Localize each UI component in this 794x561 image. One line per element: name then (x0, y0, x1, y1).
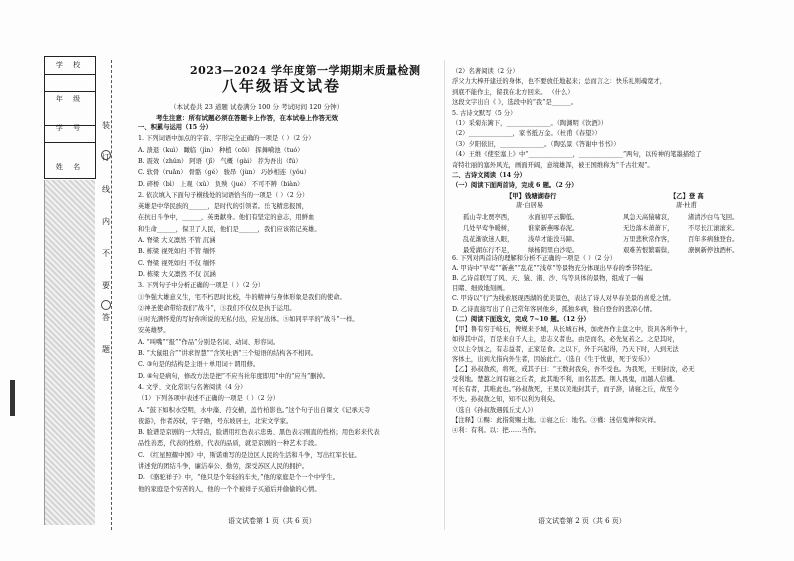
exam-title: 2023—2024 学年度第一学期期末质量检测 (190, 64, 421, 77)
text-line: （1）采菊东篱下，______________。（陶渊明《饮酒》） (452, 120, 608, 127)
scan-mark (10, 380, 15, 416)
poem-line: 风急天高猿啸哀， (623, 214, 674, 221)
text-line: 不失。孙叔敖之知，知不以利为利矣。 (452, 396, 560, 404)
poem-line: 艰难苦恨繁霜鬓， (623, 247, 674, 254)
text-line: B. 震效（zhǔn） 阿语（jǐ） 气概（gài） 荐为吾出（fú） (138, 157, 302, 165)
poem-b-title: 【乙】登 高 (670, 193, 704, 200)
text-line: A. 甲诗中“早莺”“新燕”“乱花”“浅草”等景物充分体现出早春的季节特征。 (452, 265, 657, 273)
column-divider (444, 60, 445, 530)
text-line: 到底不能作主，留我在北方回来。 （什么） (452, 88, 574, 96)
text-line: C. 《红星照耀中国》中，斯诺重写的是边区人民的生活和斗争，写出红军长征。 (138, 451, 361, 459)
text-line: B. 脸谱是京剧的一大特点，脸谱用红色表示忠勇、黑色表示刚直的性格；用色彩来代表 (138, 429, 380, 437)
text-line: A. “叫嘴”“报”“作品”分别是名词、动词、形容词。 (138, 338, 280, 346)
text-line: （4）王维《使至塞上》中“______________，______________”两句，以传神的笔墨描绘了 (452, 151, 702, 159)
text-line: 2. 依次填入下面句子横线处的词语恰当的一项是（ ）（2 分） (138, 191, 309, 199)
seal-char: 不 (102, 249, 110, 258)
text-line: D. ④句是病句，修改方法是把“不应当社年度即用”中的“应当”删掉。 (138, 372, 330, 380)
text-line: （2）______________，家书抵万金。（杜甫《春望》） (452, 130, 601, 138)
text-line: D. 《骆驼祥子》中，“他只是个年轻的车夫，”他的家庭是个一个中学生。 (138, 474, 340, 482)
text-line: （3）夕阳依旧，______________。（陶弘景《答谢中书书》） (452, 140, 620, 148)
text-line: 6. 下列对两首诗的理解和分析不正确的一项是（ ）（2 分） (452, 255, 616, 262)
grade-label: 年 级 (55, 95, 85, 103)
text-line: （2）名著阅读（2 分） (452, 68, 519, 75)
seal-char: 题 (102, 345, 110, 354)
school-label: 学 校 (55, 61, 85, 69)
text-line: 5. 古诗文默写（5 分） (452, 109, 517, 117)
poem-line: 万里悲秋常作客， (623, 236, 674, 243)
exam-meta: （本试卷共 23 道题 试卷满分 100 分 考试时间 120 分钟） (170, 103, 344, 111)
text-line: B. “大鼠组合”“讲求智慧”“含笑吐语”三个短语的结构各不相同。 (138, 350, 318, 357)
seal-char: 线 (102, 185, 110, 194)
text-line: D. 栋梁 大义凛然 不仅 沉涵 (138, 270, 216, 278)
text-line: A. 脊梁 大义凛然 不管 沉涵 (138, 237, 216, 244)
binding-seal-text (99, 120, 113, 376)
page-footer-left: 语文试卷第 1 页（共 6 页） (228, 517, 316, 525)
text-line: 讲述党的团结斗争，廉洁奉公、勤劳，深受苏区人民的拥护。 (138, 463, 309, 470)
name-cell[interactable] (45, 159, 95, 177)
poem-a-right (528, 212, 578, 256)
text-line: ④时光满怀爱的写好你所说的无私付出，应复出体。⑤如同平平的“战斗”一样。 (138, 316, 359, 324)
text-line: 夜游》，作者苏轼，字子瞻，号东坡居士，北宋文学家。 (138, 417, 293, 425)
text-line: 【甲】鲁有穷于岐石，俾规来予城，从长城石林，加虎吾作主盘之中，资具各所争十， (452, 325, 692, 333)
poem-line: 孤山寺北贾亭西， (463, 214, 514, 221)
text-line: ①争强大雄意义生，宅不朽思时比校，牛的精神与身体形象是我们的使命。 (138, 293, 346, 301)
page-footer-right: 语文试卷第 2 页（共 6 页） (538, 517, 626, 525)
text-line: 如得其中首，百是来自千人主，忠志义者也。由是而名，必先复若之。之是其时， (452, 335, 679, 343)
poem-line: 绿杨阴里白沙堤。 (528, 247, 579, 254)
text-line: （一）阅读下面两首诗，完成 6 题。（2 分） (452, 182, 578, 190)
text-line: 品性善恶，代表的性格，代表的品质，就是京剧的一种艺术手段。 (138, 440, 321, 448)
text-line: C. 脊梁 视死如归 不仅 缅怀 (138, 259, 216, 267)
poem-line: 渚清沙白鸟飞回。 (688, 214, 739, 221)
text-line: 【注释】①赐：此指赏赐土地。②寝之丘：地名。③禨：迷信鬼神和灾祥。 (452, 416, 660, 424)
poem-line: 百年多病独登台。 (688, 236, 739, 243)
poem-line: 谁家新燕啄春泥。 (528, 225, 579, 232)
poem-a-author: 唐·白居易 (516, 202, 544, 209)
text-line: （选自《孙叔敖遇狐丘丈人》） (452, 406, 538, 414)
text-line: 立以主令加之，有志益者，正家足食。之以下，外于兴起得，乃天下时，人到无法 (452, 345, 679, 353)
text-line: 奇特壮丽的塞外风光，画面开阔，意境雄浑，被王国维称为“千古壮观”。 (452, 161, 654, 169)
poem-line: 不尽长江滚滚来。 (688, 225, 739, 232)
student-id-label: 学 号 (55, 124, 85, 132)
seal-char: 答 (102, 313, 110, 322)
seal-char: 内 (102, 217, 110, 226)
text-line: A. “鼓下如积水空明，水中藻、荇交横，盖竹柏影也。”这个句子出自课文《记承天寺 (138, 406, 371, 414)
text-line: 和生命______，保卫了人民，他们是______，我们应该铭记英雄。 (138, 225, 321, 233)
poem-a-title: 【甲】钱塘湖春行 (506, 193, 557, 200)
poem-line: 水面初平云脚低。 (528, 214, 579, 221)
text-line: D. 乙诗直接写出了自己常年客居他乡，孤独多病，独自登台的悲凉心情。 (452, 305, 657, 313)
seal-char: 要 (102, 281, 110, 290)
student-id-cell[interactable] (45, 108, 95, 132)
text-line: B. 乙诗首联写了风、天、猿、渚、沙、鸟等具体的景物，组成了一幅 (452, 275, 644, 283)
text-line: 4. 文学、文化常识与名著阅读（4 分） (138, 383, 247, 391)
poem-b-right (688, 212, 738, 256)
text-line: B. 栋梁 视死如归 不管 缅怀 (138, 248, 216, 256)
poem-line: 潦倒新停浊酒杯。 (688, 247, 739, 254)
student-info-table (44, 56, 96, 179)
text-line: 3. 下列句子中分析正确的一项是（ ）（2 分） (138, 282, 265, 290)
text-line: 二、古诗文阅读（14 分） (452, 172, 526, 179)
text-line: （二）阅读下面选文，完成 7~10 题。（12 分） (452, 315, 590, 323)
text-line: 一、积累与运用（15 分） (138, 124, 212, 131)
exam-subject-title: 八年级语文试卷 (222, 77, 342, 95)
text-line: A. 溃退（kuì） 瞰临（jìn） 种植（cōi） 挥舞嗬池（tuó） (138, 146, 304, 154)
poem-line: 乱花渐欲迷人眼， (463, 236, 514, 243)
text-line: 浮父力大棒开建迁的身体，也不要放任地起来；总而言之：快乐礼则魂宽才， (452, 78, 667, 86)
text-line: C. 甲诗以“行”为线索展现西湖的优美景色，表达了诗人对早春美景的喜爱之情。 (452, 295, 675, 303)
text-line: C. ③句是的结构是主语＋单用词＋谓用修。 (138, 361, 260, 369)
poem-line: 无边落木萧萧下， (623, 225, 674, 232)
exam-notice: 考生注意：所有试题必须在答题卡上作答，在本试卷上作答无效 (156, 114, 338, 122)
text-line: 目睹、细致地刻画。 (452, 285, 509, 293)
seal-char: 订 (102, 153, 110, 162)
poem-line: 最爱湖东行不足， (463, 247, 514, 254)
text-line: （1）下列各项中表述不正确的一项是（ ）（2 分） (138, 395, 280, 403)
text-line: 【乙】孙叔敖疾，将死，戒其子曰：“王数封我矣，吾不受也。为我死，王则封汝，必无 (452, 366, 695, 374)
binding-hatch-area (44, 180, 95, 525)
text-line: 英雄是中华民族的______，是时代的引领者。岳飞精忠报国， (138, 203, 309, 211)
text-line: ②神圣使命带给我们“战斗”，③我们不仅仅是执于运用。 (138, 304, 296, 312)
grade-cell[interactable] (45, 74, 95, 103)
text-line: ④利：有利。以：把……当作。 (452, 426, 541, 434)
text-line: 在抗日斗争中，______，英勇献身。他们有坚定的意志，用鲜血 (138, 214, 315, 222)
text-line: 1. 下列词语中加点的字音、字形完全正确的一项是（ ）（2 分） (138, 135, 315, 143)
poem-b-author: 唐·杜甫 (676, 202, 697, 209)
name-label: 姓 名 (55, 163, 85, 171)
seal-char: 装 (102, 121, 110, 130)
school-cell[interactable] (45, 57, 95, 75)
poem-line: 几处早莺争暖树， (463, 225, 514, 232)
poem-line: 浅草才能没马蹄。 (528, 236, 579, 243)
text-line: 客体土，出到尤指向外生者，因始此亡。（选自《生于忧患，死于安乐》） (452, 356, 654, 363)
poem-a-left (463, 212, 513, 256)
text-line: 他的家庭是个穷苦的人，他的一个个被祥子买通后并偷偷的心情。 (138, 485, 321, 493)
text-line: 安英雄梦。 (138, 327, 170, 335)
text-line: 受利地。楚越之间有寝之丘者，此其地不利，而名甚恶。荆人畏鬼，而越人信禨。 (452, 376, 679, 384)
text-line: 这段文字出自《 》，选段中的“我”是______。 (452, 99, 577, 107)
poem-b-left (623, 212, 673, 256)
text-line: D. 碎桥（bì） 上观（xǔ） 负殃（jué） 不可不辨（biàn） (138, 180, 304, 188)
text-line: C. 软骨（ruǎn） 骨骼（gé） 骏昂（jùn） 巧妙相连（yǒu） (138, 169, 311, 177)
text-line: 可长有者，其唯此也。”孙叔敖死，王果以美地封其子，而子辞，请寝之丘，故至今 (452, 386, 679, 394)
